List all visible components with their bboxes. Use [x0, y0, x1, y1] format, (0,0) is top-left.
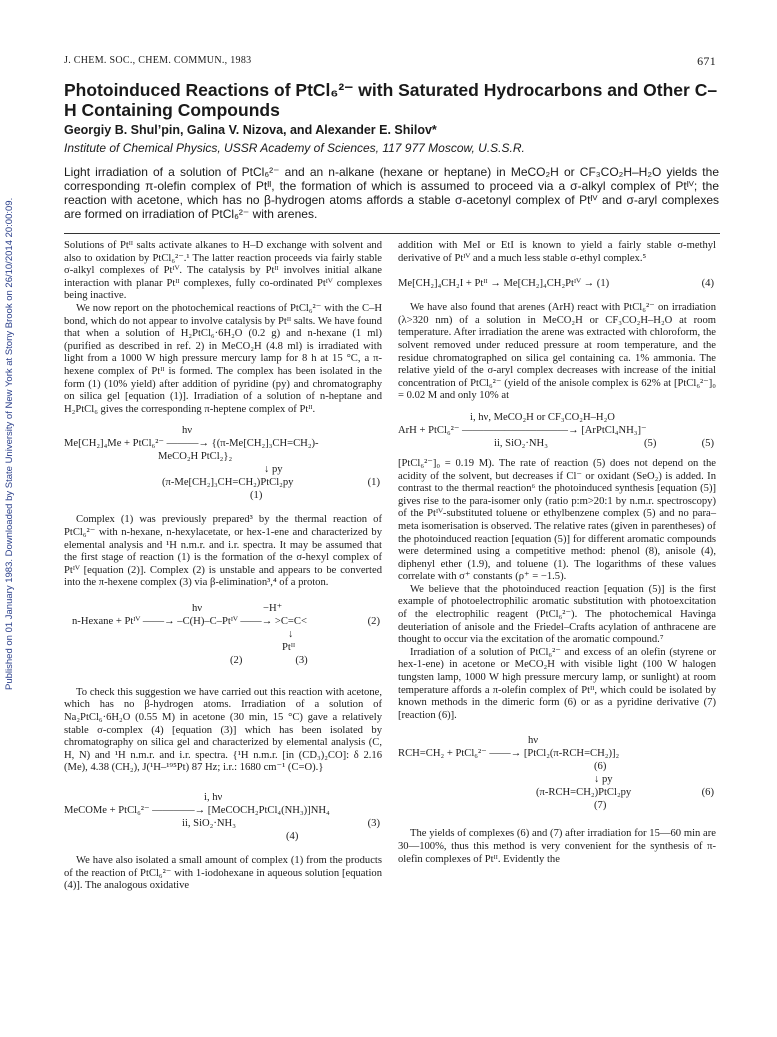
eq-condition: ii, SiO₂·NH₃ [182, 818, 236, 830]
compound-label: (1) [250, 490, 263, 502]
eq-condition: ii, SiO₂·NH₃ [494, 437, 548, 449]
equation-1 [64, 424, 382, 502]
equation-6 [398, 734, 716, 812]
paragraph: To check this suggestion we have carried out this reaction with acetone, which has no β-hydrogen atoms. Irradiation of a solution of Na₂PtCl₆·6H₂O (0.55 M) in acetone (30 min, 15 °C) gave a relatively stable σ-complex (4) [equation (3)] which has been isolated by chromatography on silica gel and characterized by elemental analysis (C, H, N) and ¹H n.m.r. and i.r. spectra. {¹H n.m.r. [in (CD₃)₂CO]: δ 2.16 (Me), 4.38 (CH₂), J(¹H–¹⁹⁵Pt) 87 Hz; i.r.: 1680 cm⁻¹ (C=O).} [64, 686, 382, 774]
eq-line: ↓ py [594, 774, 613, 786]
eq-line: Me[CH₂]₄CH₂I + Ptᴵᴵ → Me[CH₂]₄CH₂Ptᴵⱽ → (1) [398, 278, 610, 290]
left-column [64, 240, 382, 893]
equation-number: (1) [367, 477, 380, 489]
institution: Institute of Chemical Physics, USSR Academy of Sciences, 117 977 Moscow, U.S.S.R. [64, 141, 525, 155]
equation-3 [64, 791, 382, 843]
equation-number: (4) [701, 278, 714, 290]
paragraph: [PtCl₆²⁻]₀ = 0.19 M). The rate of reaction (5) does not depend on the acidity of the solvent, but decreases if Cl⁻ or oxidant (SeO₂) is added. In contrast to the thermal reaction⁶ the photoinduced synthesis [equation (5)] gives rise to the para-isomer only (ratio p:m>20:1 by n.m.r. spectroscopy) of the Ptᴵⱽ-substituted toluene or ethylbenzene complex (5) and no para–meta isomerisation is observed. The relative rates (given in parentheses) of the photoinduced reaction [equation (5)] for different aromatic compounds were determined using a competitive method: phenol (8), anisole (4), diphenyl ether (1.9), and toluene (1). The logarithms of these values correlate with σ⁺ constants (ρ⁺ = −1.5). [398, 457, 716, 583]
eq-line: n-Hexane + Ptᴵⱽ ——→ –C(H)–C–Ptᴵⱽ ——→ >C=C< [72, 615, 307, 627]
eq-product: Ptᴵᴵ [282, 641, 296, 653]
download-note: Published on 01 January 1983. Downloaded by State University of New York at Stony Brook on 26/10/2014 20:00:09. [4, 197, 15, 690]
eq-line: ↓ py [264, 464, 283, 476]
compound-label: (4) [286, 831, 299, 843]
paragraph: We have also isolated a small amount of complex (1) from the products of the reaction of PtCl₆²⁻ with 1-iodohexane in aqueous solution [equation (4)]. The analogous oxidative [64, 855, 382, 892]
eq-condition: hν −H⁺ [192, 602, 283, 614]
paragraph: We believe that the photoinduced reaction [equation (5)] is the first example of photoelectrophilic aromatic substitution with photoexcitation of the electrophilic reagent (PtCl₆²⁻). The photochemical Havinga deuteriation of anisole and the Friedel–Crafts acylation of anthracene are thought to occur via the excitation of the aromatic compound.⁷ [398, 583, 716, 646]
eq-arrow: ↓ [288, 628, 294, 640]
eq-condition: i, hν, MeCO₂H or CF₃CO₂H–H₂O [470, 411, 615, 423]
compound-label: (7) [594, 800, 607, 812]
abstract: Light irradiation of a solution of PtCl₆²⁻ and an n-alkane (hexane or heptane) in MeCO₂H or CF₃CO₂H–H₂O yields the corresponding π-olefin complex of Ptᴵᴵ, the formation of which is assumed to proceed via a σ-alkyl complex of Ptᴵⱽ; the reaction with acetone, which has no β-hydrogen atoms affords a stable σ-acetonyl complex of Ptᴵⱽ and σ-aryl complexes are formed on irradiation of PtCl₆²⁻ with arenes. [64, 165, 719, 221]
running-head [64, 55, 716, 66]
equation-5 [398, 411, 716, 450]
eq-line: MeCO₂H PtCl₂}₂ [158, 451, 233, 463]
page-number: 671 [697, 54, 716, 68]
paragraph: The yields of complexes (6) and (7) after irradiation for 15—60 min are 30—100%, thus this method is very convenient for the synthesis of π-olefin complexes of Ptᴵᴵ. Evidently the [398, 828, 716, 865]
right-column [398, 240, 716, 866]
eq-line: Me[CH₂]₄Me + PtCl₆²⁻ ———→ {(π-Me[CH₂]₃CH=CH₂)- [64, 438, 319, 450]
eq-condition: i, hν [204, 792, 223, 804]
equation-number: (6) [701, 787, 714, 799]
eq-condition: hν [182, 425, 193, 437]
paragraph: addition with MeI or EtI is known to yield a fairly stable σ-methyl derivative of Ptᴵⱽ and a much less stable σ-ethyl complex.⁵ [398, 240, 716, 264]
equation-4 [398, 277, 716, 290]
divider [64, 233, 720, 234]
eq-condition: hν [528, 735, 539, 747]
paragraph: Complex (1) was previously prepared³ by the thermal reaction of PtCl₆²⁻ with n-hexane, n-hexylacetate, or hex-1-ene and characterized by elemental analysis and ¹H n.m.r. and i.r. spectra. It may be assumed that the first stage of reaction (1) is the formation of the σ-hexyl complex of Ptᴵⱽ [equation (2)]. Complex (2) is unstable and appears to be converted into the π-hexene complex (3) via β-elimination³,⁴ of a proton. [64, 514, 382, 589]
equation-number: (5) [701, 437, 714, 449]
eq-line: RCH=CH₂ + PtCl₆²⁻ ——→ [PtCl₂(π-RCH=CH₂)]₂ [398, 748, 620, 760]
paragraph: We have also found that arenes (ArH) react with PtCl₆²⁻ on irradiation (λ>320 nm) of a solution in MeCO₂H or CF₃CO₂H–H₂O at room temperature. After irradiation the arene was extracted with chloroform, the solvent removed under reduced pressure at room temperature, and the residue chromatographed on silica gel containing ca. 1% ammonia. The relative yield of the σ-aryl complex decreases with increase of the initial concentration of PtCl₆²⁻ (yield of the anisole complex is 62% at [PtCl₆²⁻]₀ = 0.02 M and only 10% at [398, 302, 716, 402]
journal-citation: J. CHEM. SOC., CHEM. COMMUN., 1983 [64, 55, 252, 66]
equation-2 [64, 602, 382, 667]
equation-number: (3) [367, 818, 380, 830]
paragraph: We now report on the photochemical reactions of PtCl₆²⁻ with the C–H bond, which do not appear to involve catalysis by Ptᴵᴵ salts. We have found that when a solution of H₂PtCl₆·6H₂O (0.2 g) and n-hexane (1 ml) (purified as described in ref. 2) in MeCO₂H (4.8 ml) is irradiated with light from a 1000 W high pressure mercury lamp for 8 h at 15 °C, a π-hexene complex of Ptᴵᴵ is formed. The complex has been isolated in the form (1) (10% yield) after addition of pyridine (py) and chromatography on silica gel [equation (1)]. Irradiation of a solution of n-heptane and H₂PtCl₆ gives the corresponding π-heptene complex of Ptᴵᴵ. [64, 302, 382, 415]
paragraph: Irradiation of a solution of PtCl₆²⁻ and excess of an olefin (styrene or hex-1-ene) in acetone or MeCO₂H with visible light (100 W halogen tungsten lamp, 1000 W high pressure mercury lamp, or sunlight) at room temperature affords a π-olefin complex of Ptᴵᴵ, which could be isolated by known methods in the dimeric form (6) or as a pyridine derivative (7) [reaction (6)]. [398, 646, 716, 721]
equation-number: (2) [367, 615, 380, 627]
eq-line: (π-Me[CH₂]₃CH=CH₂)PtCl₂py [162, 477, 294, 489]
compound-label: (6) [594, 761, 607, 773]
compound-label: (5) [644, 437, 657, 449]
eq-line: MeCOMe + PtCl₆²⁻ ————→ [MeCOCH₂PtCl₄(NH₃)]NH₄ [64, 805, 330, 817]
author-list: Georgiy B. Shul’pin, Galina V. Nizova, and Alexander E. Shilov* [64, 123, 437, 137]
eq-line: (π-RCH=CH₂)PtCl₂py [536, 787, 632, 799]
article-title: Photoinduced Reactions of PtCl₆²⁻ with Saturated Hydrocarbons and Other C–H Containing Compounds [64, 80, 718, 120]
eq-line: ArH + PtCl₆²⁻ ——————————→ [ArPtCl₄NH₃]⁻ [398, 424, 647, 436]
download-watermark [4, 130, 18, 690]
compound-labels: (2) (3) [230, 654, 308, 666]
paragraph: Solutions of Ptᴵᴵ salts activate alkanes to H–D exchange with solvent and also to oxidation by PtCl₆²⁻.¹ The latter reaction proceeds via fairly stable σ-alkyl complexes of Ptᴵⱽ. The catalysis by Ptᴵᴵ involves initial alkane interaction with planar Ptᴵᴵ complexes, fully co-ordinated Ptᴵⱽ complexes being inactive. [64, 240, 382, 302]
